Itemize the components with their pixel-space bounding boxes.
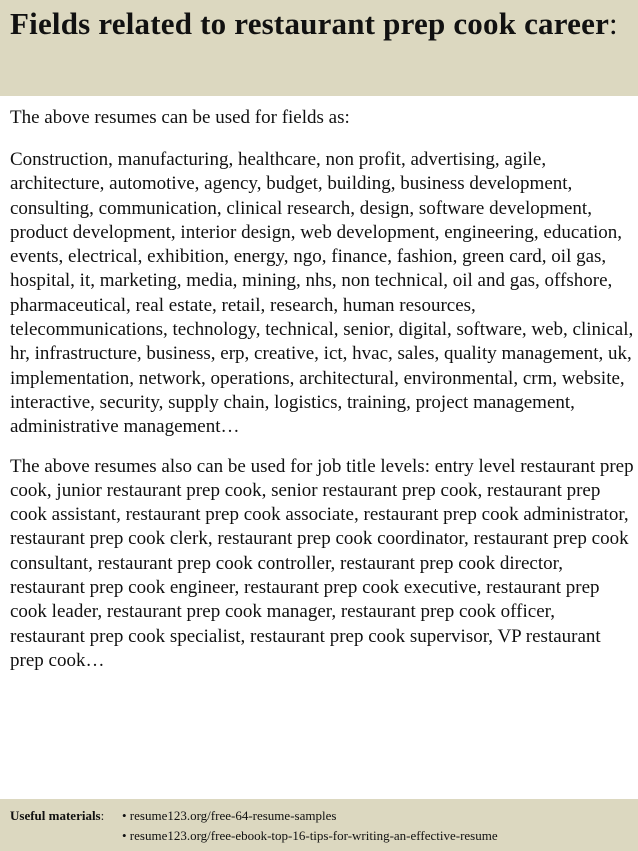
- fields-paragraph: Construction, manufacturing, healthcare, non profit, advertising, agile, architecture, automotive, agency, budget, building, business development, consulting, communication, clinical research, design, software development, product development, interior design, web development, engineering, education, events, electrical, exhibition, energy, ngo, finance, fashion, green card, oil gas, hospital, it, marketing, media, mining, nhs, non technical, oil and gas, offshore, pharmaceutical, real estate, retail, research, human resources, telecommunications, technology, technical, senior, digital, software, web, clinical, hr, infrastructure, business, erp, creative, ict, hvac, sales, quality management, uk, implementation, network, operations, architectural, environmental, crm, website, interactive, security, supply chain, logistics, training, project management, administrative management…: [10, 149, 634, 438]
- resource-link-ebook[interactable]: • resume123.org/free-ebook-top-16-tips-for-writing-an-effective-resume: [122, 828, 498, 843]
- footer-row-2: [10, 826, 628, 846]
- footer-spacer: [10, 826, 122, 846]
- useful-materials-label-text: Useful materials: [10, 808, 101, 823]
- page-title: [10, 5, 628, 43]
- main-content: [10, 106, 634, 688]
- resource-link-resume-samples[interactable]: • resume123.org/free-64-resume-samples: [122, 808, 337, 823]
- useful-materials-label: [10, 806, 122, 826]
- page-title-colon: :: [609, 6, 618, 41]
- intro-text: The above resumes can be used for fields as:: [10, 107, 350, 128]
- page-title-text: Fields related to restaurant prep cook career: [10, 6, 610, 41]
- footer: [0, 799, 638, 851]
- useful-materials-label-colon: :: [100, 808, 105, 823]
- job-levels-paragraph: The above resumes also can be used for job title levels: entry level restaurant prep cook, junior restaurant prep cook, senior restaurant prep cook, restaurant prep cook assistant, restaurant prep cook associate, restaurant prep cook administrator, restaurant prep cook clerk, restaurant prep cook coordinator, restaurant prep cook consultant, restaurant prep cook controller, restaurant prep cook director, restaurant prep cook engineer, restaurant prep cook executive, restaurant prep cook leader, restaurant prep cook manager, restaurant prep cook officer, restaurant prep cook specialist, restaurant prep cook supervisor, VP restaurant prep cook…: [10, 455, 634, 671]
- footer-row-1: [10, 806, 628, 826]
- title-bar: [0, 0, 638, 96]
